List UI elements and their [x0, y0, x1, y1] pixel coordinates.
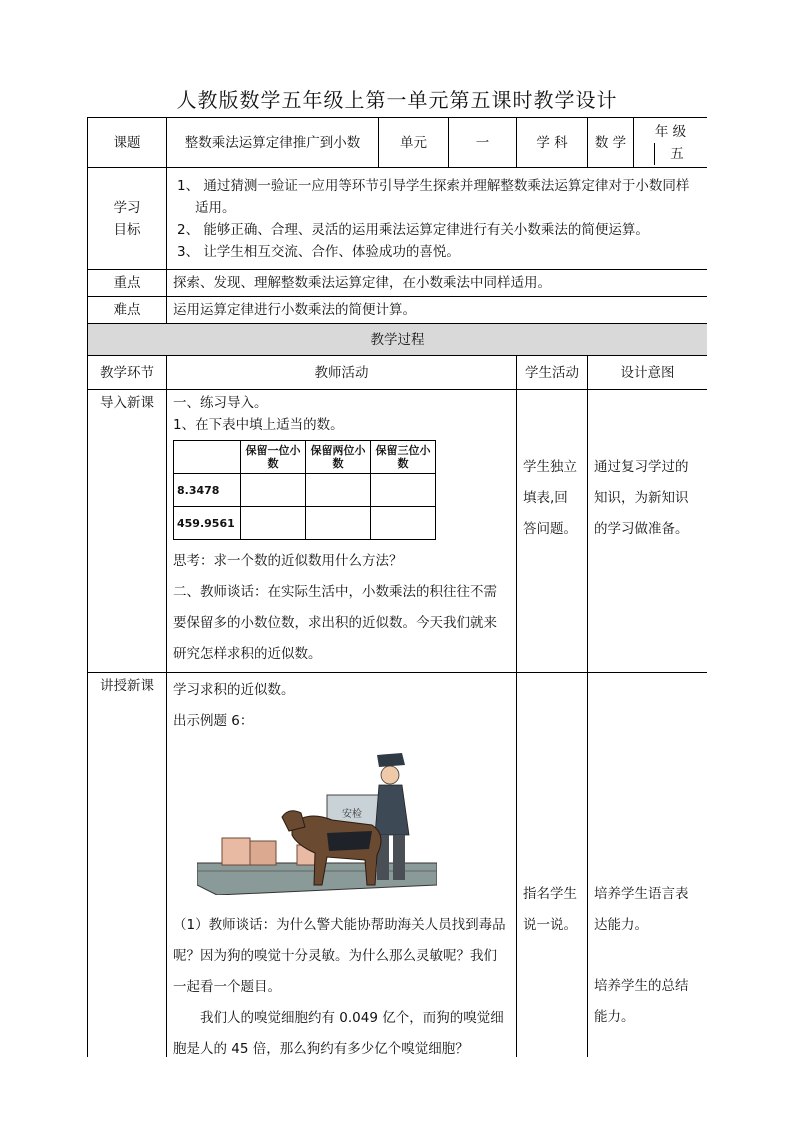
rounding-cell[interactable]: [371, 474, 436, 507]
process-title: 教学过程: [88, 324, 708, 356]
column-header-row: [88, 356, 708, 390]
security-sign-text: 安检: [342, 809, 362, 820]
rounding-number: 459.9561: [174, 507, 241, 540]
col-teacher: 教师活动: [167, 356, 517, 390]
think-question: 思考：求一个数的近似数用什么方法？: [173, 553, 403, 569]
goals-label-line1: 学习: [113, 199, 141, 216]
goal-item: 1、 通过猜测一验证一应用等环节引导学生探索并理解整数乘法运算定律对于小数同样适用。: [177, 177, 690, 216]
rounding-row: [174, 474, 436, 507]
teach-line: 学习求积的近似数。: [173, 682, 295, 698]
stage-teach: 讲授新课: [88, 673, 167, 1058]
grade-label-value: [634, 118, 707, 168]
rounding-cell[interactable]: [306, 474, 371, 507]
student-activity-text-2: 指名学生说一说。: [523, 886, 577, 933]
goals-content: [167, 168, 708, 270]
rounding-number: 8.3478: [174, 474, 241, 507]
subject-value: 数 学: [588, 118, 634, 168]
subject-label: 学 科: [517, 118, 588, 168]
header-row: [88, 118, 708, 168]
rounding-header: 保留三位小数: [371, 441, 436, 474]
stage-intro: 导入新课: [88, 390, 167, 673]
unit-value: 一: [449, 118, 517, 168]
example-problem: 我们人的嗅觉细胞约有 0.049 亿个，而狗的嗅觉细胞是人的 45 倍，那么狗约有多少亿个嗅觉细胞？: [173, 1010, 504, 1057]
difficulty-value: 运用运算定律进行小数乘法的简便计算。: [167, 297, 708, 324]
police-dog-illustration: [197, 745, 510, 902]
goals-label: [88, 168, 167, 270]
intro-line: 一、练习导入。: [173, 395, 268, 411]
unit-label: 单元: [379, 118, 449, 168]
rounding-cell[interactable]: [371, 507, 436, 540]
difficulty-label: 难点: [88, 297, 167, 324]
rounding-cell[interactable]: [306, 507, 371, 540]
intent-teach: [588, 673, 707, 1058]
process-title-row: [88, 324, 708, 356]
rounding-header-row: [174, 441, 436, 474]
difficulty-row: [88, 297, 708, 324]
goals-row: [88, 168, 708, 270]
grade-label: 年 级: [654, 123, 687, 140]
topic-label: 课题: [88, 118, 167, 168]
key-point-value: 探索、发现、理解整数乘法运算定律，在小数乘法中同样适用。: [167, 270, 708, 297]
student-activity-text: 学生独立填表,回答问题。: [523, 459, 577, 537]
key-point-label: 重点: [88, 270, 167, 297]
teacher-talk: 二、教师谈话：在实际生活中，小数乘法的积往往不需要保留多的小数位数，求出积的近似数。今天我们就来研究怎样求积的近似数。: [173, 584, 497, 662]
teacher-talk-2: （1）教师谈话：为什么警犬能协帮助海关人员找到毒品呢？因为狗的嗅觉十分灵敏。为什么那么灵敏呢？我们一起看一个题目。: [173, 917, 506, 995]
key-point-row: [88, 270, 708, 297]
student-teach: [517, 673, 588, 1058]
col-stage: 教学环节: [88, 356, 167, 390]
goal-item: 3、 让学生相互交流、合作、体验成功的喜悦。: [177, 243, 460, 260]
rounding-header-empty: [174, 441, 241, 474]
lesson-plan-table: [87, 117, 707, 1057]
rounding-row: [174, 507, 436, 540]
rounding-table: [173, 440, 436, 540]
goal-item: 2、 能够正确、合理、灵活的运用乘法运算定律进行有关小数乘法的简便运算。: [177, 221, 649, 238]
lesson-plan-frame: [87, 117, 707, 1057]
document-title: 人教版数学五年级上第一单元第五课时教学设计: [176, 88, 618, 112]
intent-intro: [588, 390, 707, 673]
intent-text: 通过复习学过的知识，为新知识的学习做准备。: [594, 459, 689, 537]
intent-text-3: 培养学生的总结能力。: [594, 978, 689, 1025]
topic-value: 整数乘法运算定律推广到小数: [167, 118, 379, 168]
student-intro: [517, 390, 588, 673]
rounding-cell[interactable]: [241, 507, 306, 540]
police-dog-illustration-svg: [197, 745, 437, 895]
rounding-header: 保留两位小数: [306, 441, 371, 474]
section-intro-row: [88, 390, 708, 673]
rounding-cell[interactable]: [241, 474, 306, 507]
teacher-intro: [167, 390, 517, 673]
intro-line: 1、在下表中填上适当的数。: [173, 417, 344, 433]
col-intent: 设计意图: [588, 356, 707, 390]
teach-line: 出示例题 6：: [173, 713, 254, 729]
grade-value: 五: [654, 143, 691, 165]
section-teach-row: [88, 673, 708, 1058]
rounding-header: 保留一位小数: [241, 441, 306, 474]
col-student: 学生活动: [517, 356, 588, 390]
goals-label-line2: 目标: [113, 221, 141, 238]
intent-text-2: 培养学生语言表达能力。: [594, 886, 689, 933]
teacher-teach: [167, 673, 517, 1058]
